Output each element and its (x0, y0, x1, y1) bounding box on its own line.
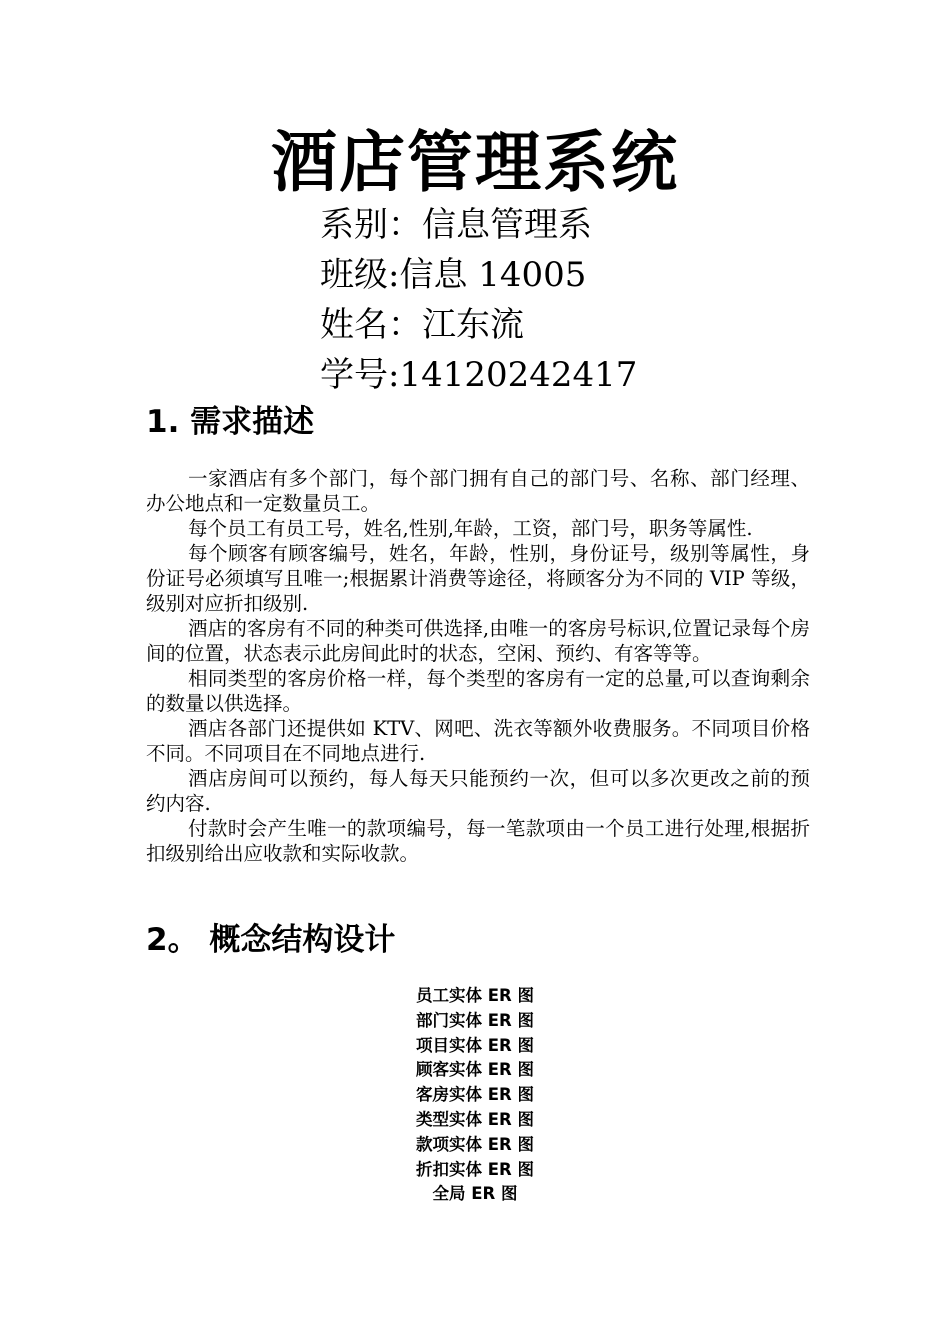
paragraph: 酒店各部门还提供如 KTV、网吧、洗衣等额外收费服务。不同项目价格不同。不同项目在不同地点进行. (146, 717, 810, 765)
er-diagram-caption: 折扣实体 ER 图 (416, 1159, 534, 1179)
class-line: 班级:信息 14005 (320, 255, 587, 295)
section-heading-requirements: 1. 需求描述 (146, 404, 315, 440)
author-info (320, 200, 740, 400)
paragraph: 付款时会产生唯一的款项编号，每一笔款项由一个员工进行处理,根据折扣级别给出应收款和实际收款。 (146, 817, 810, 865)
paragraph: 酒店的客房有不同的种类可供选择,由唯一的客房号标识,位置记录每个房间的位置，状态表示此房间此时的状态，空闲、预约、有客等等。 (146, 617, 810, 665)
er-diagram-list (0, 984, 950, 1207)
er-diagram-caption: 员工实体 ER 图 (416, 986, 534, 1005)
er-diagram-caption: 客房实体 ER 图 (416, 1085, 534, 1105)
paragraph: 每个顾客有顾客编号，姓名，年龄，性别，身份证号，级别等属性，身份证号必须填写且唯一;根据累计消费等途径，将顾客分为不同的 VIP 等级，级别对应折扣级别. (146, 542, 810, 615)
er-diagram-caption: 款项实体 ER 图 (416, 1134, 534, 1154)
student-id-line: 学号:14120242417 (320, 355, 638, 395)
er-diagram-caption: 部门实体 ER 图 (416, 1010, 534, 1030)
er-diagram-caption: 类型实体 ER 图 (416, 1109, 534, 1129)
er-diagram-caption: 全局 ER 图 (432, 1184, 518, 1204)
section-heading-conceptual-design: 2。 概念结构设计 (146, 922, 396, 958)
paragraph: 酒店房间可以预约，每人每天只能预约一次，但可以多次更改之前的预约内容. (146, 767, 810, 815)
paragraph: 每个员工有员工号，姓名,性别,年龄，工资，部门号，职务等属性. (188, 517, 753, 540)
paragraph: 相同类型的客房价格一样，每个类型的客房有一定的总量,可以查询剩余的数量以供选择。 (146, 667, 810, 715)
er-diagram-caption: 顾客实体 ER 图 (416, 1060, 534, 1080)
department-line: 系别：信息管理系 (320, 205, 592, 245)
er-diagram-caption: 项目实体 ER 图 (416, 1035, 534, 1055)
paragraph: 一家酒店有多个部门，每个部门拥有自己的部门号、名称、部门经理、办公地点和一定数量员工。 (146, 467, 810, 515)
name-line: 姓名：江东流 (320, 305, 524, 345)
document-title: 酒店管理系统 (271, 123, 679, 201)
requirements-body (146, 466, 810, 866)
